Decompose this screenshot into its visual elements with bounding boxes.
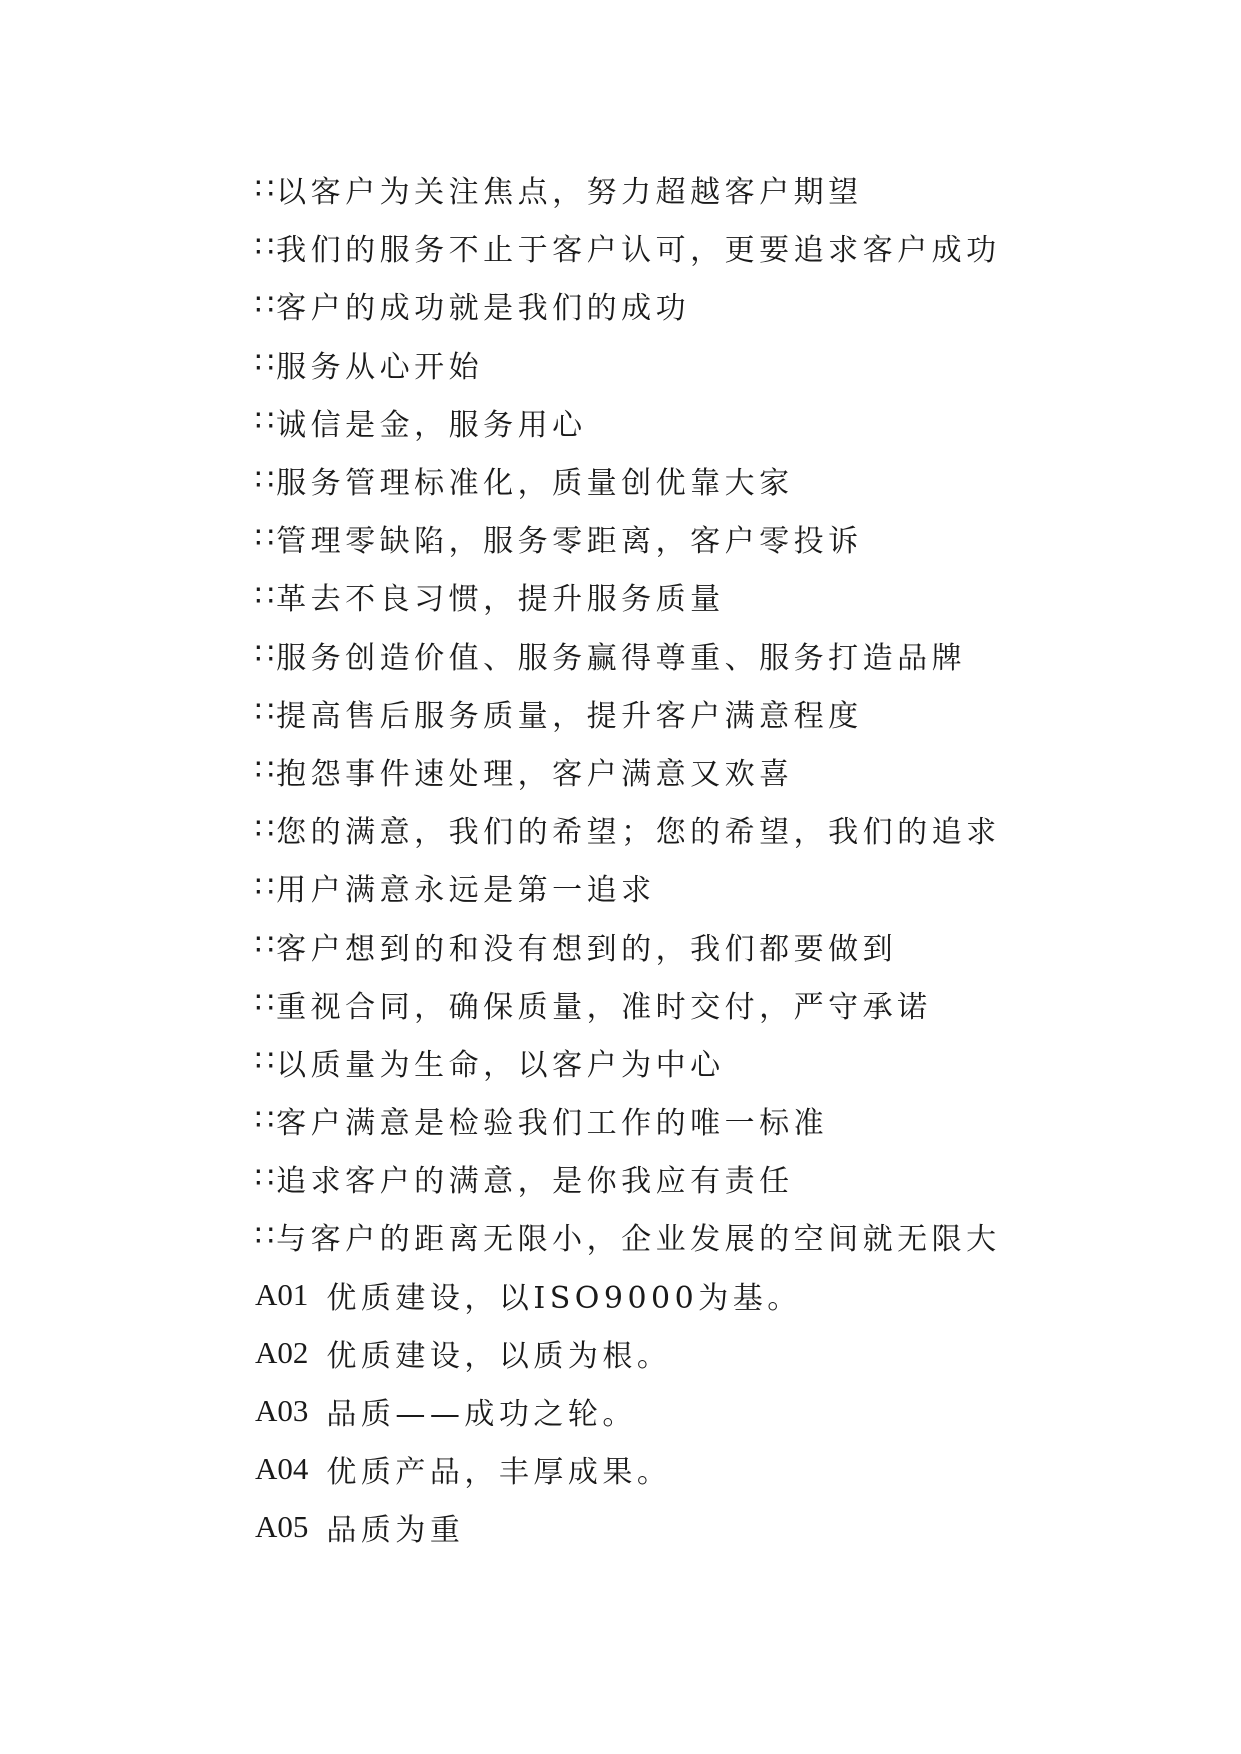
list-marker: ∷	[255, 520, 275, 556]
slogan-text: 管理零缺陷，服务零距离，客户零投诉	[276, 524, 863, 560]
slogan-text: 服务创造价值、服务赢得尊重、服务打造品牌	[276, 640, 967, 676]
coded-item	[255, 1266, 1015, 1324]
list-marker: ∷	[255, 928, 275, 964]
slogan-text: 诚信是金，服务用心	[276, 407, 587, 443]
item-code: A05	[255, 1509, 309, 1545]
coded-text: 优质产品，丰厚成果。	[326, 1455, 672, 1491]
slogan-text: 追求客户的满意，是你我应有责任	[276, 1164, 794, 1200]
slogan-item	[255, 393, 1015, 451]
slogan-item	[255, 742, 1015, 800]
item-code: A02	[255, 1334, 309, 1370]
list-marker: ∷	[255, 346, 275, 382]
slogan-text: 客户满意是检验我们工作的唯一标准	[276, 1106, 829, 1142]
list-marker: ∷	[255, 986, 275, 1022]
slogan-item	[255, 160, 1015, 218]
slogan-item	[255, 567, 1015, 625]
slogan-item	[255, 1033, 1015, 1091]
coded-text: 优质建设，以质为根。	[326, 1338, 672, 1374]
coded-text: 品质为重	[326, 1513, 465, 1549]
slogan-item	[255, 451, 1015, 509]
coded-item	[255, 1382, 1015, 1440]
list-marker: ∷	[255, 1218, 275, 1254]
slogan-item	[255, 800, 1015, 858]
slogan-item	[255, 1091, 1015, 1149]
slogan-text: 客户的成功就是我们的成功	[276, 291, 691, 327]
coded-item	[255, 1324, 1015, 1382]
slogan-item	[255, 276, 1015, 334]
slogan-text: 服务从心开始	[276, 349, 484, 385]
list-marker: ∷	[255, 462, 275, 498]
slogan-item	[255, 1149, 1015, 1207]
list-marker: ∷	[255, 578, 275, 614]
list-marker: ∷	[255, 695, 275, 731]
slogan-text: 服务管理标准化，质量创优靠大家	[276, 466, 794, 502]
item-code: A01	[255, 1276, 309, 1312]
list-marker: ∷	[255, 1102, 275, 1138]
list-marker: ∷	[255, 404, 275, 440]
slogan-text: 以质量为生命，以客户为中心	[276, 1047, 725, 1083]
list-marker: ∷	[255, 753, 275, 789]
slogan-item	[255, 509, 1015, 567]
slogan-text: 我们的服务不止于客户认可，更要追求客户成功	[276, 233, 1001, 269]
coded-text: 品质——成功之轮。	[326, 1397, 637, 1433]
list-marker: ∷	[255, 1044, 275, 1080]
list-marker: ∷	[255, 171, 275, 207]
slogan-text: 革去不良习惯，提升服务质量	[276, 582, 725, 618]
slogan-list	[255, 160, 1015, 1557]
list-marker: ∷	[255, 229, 275, 265]
slogan-item	[255, 218, 1015, 276]
list-marker: ∷	[255, 869, 275, 905]
list-marker: ∷	[255, 811, 275, 847]
slogan-text: 客户想到的和没有想到的，我们都要做到	[276, 931, 898, 967]
slogan-item	[255, 916, 1015, 974]
slogan-item	[255, 975, 1015, 1033]
slogan-item	[255, 335, 1015, 393]
list-marker: ∷	[255, 1160, 275, 1196]
slogan-text: 提高售后服务质量，提升客户满意程度	[276, 698, 863, 734]
slogan-item	[255, 684, 1015, 742]
slogan-text: 与客户的距离无限小，企业发展的空间就无限大	[276, 1222, 1001, 1258]
slogan-item	[255, 626, 1015, 684]
coded-item	[255, 1440, 1015, 1498]
coded-item	[255, 1498, 1015, 1556]
slogan-text: 用户满意永远是第一追求	[276, 873, 656, 909]
slogan-item	[255, 1207, 1015, 1265]
coded-text: 优质建设，以ISO9000为基。	[326, 1280, 802, 1316]
slogan-item	[255, 858, 1015, 916]
item-code: A03	[255, 1393, 309, 1429]
slogan-text: 以客户为关注焦点，努力超越客户期望	[276, 175, 863, 211]
list-marker: ∷	[255, 637, 275, 673]
list-marker: ∷	[255, 287, 275, 323]
slogan-text: 您的满意，我们的希望；您的希望，我们的追求	[276, 815, 1001, 851]
slogan-text: 抱怨事件速处理，客户满意又欢喜	[276, 756, 794, 792]
item-code: A04	[255, 1451, 309, 1487]
slogan-text: 重视合同，确保质量，准时交付，严守承诺	[276, 989, 932, 1025]
